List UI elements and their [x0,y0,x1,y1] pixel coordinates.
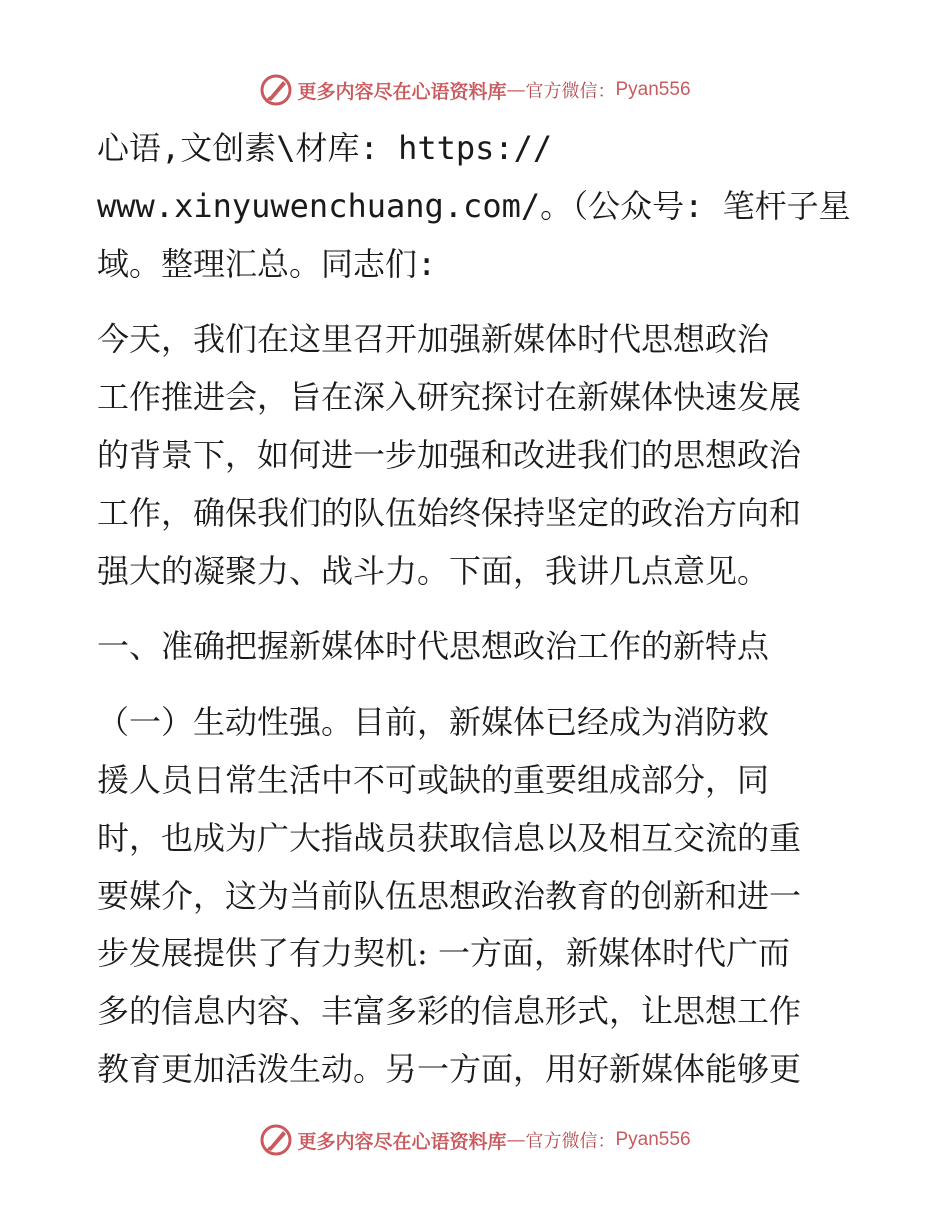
watermark-site-text: 更多内容尽在心语资料库 [297,80,507,103]
watermark-wechat-id: Pyan556 [615,79,691,100]
text-line: 域。整理汇总。同志们: [97,244,437,283]
text-line: 心语,文创素\材库: https:// [97,129,553,167]
text-line: 教育更加活泼生动。另一方面，用好新媒体能够更 [97,1049,802,1088]
watermark-dash: — [506,79,526,101]
quill-logo-icon [259,1123,293,1157]
watermark-site-text: 更多内容尽在心语资料库 [297,1130,507,1153]
opening-paragraph [97,311,857,600]
text-line: 工作推进会，旨在深入研究探讨在新媒体快速发展 [97,378,802,417]
text-line: 的背景下，如何进一步加强和改进我们的思想政治 [97,435,802,474]
subsection-paragraph [97,694,857,1099]
header-watermark [0,72,950,108]
text-line: www.xinyuwenchuang.com/。（公众号: 笔杆子星 [97,186,851,225]
text-line: 援人员日常生活中不可或缺的重要组成部分，同 [97,760,770,799]
text-line: 工作，确保我们的队伍始终保持坚定的政治方向和 [97,493,802,532]
text-line: 强大的凝聚力、战斗力。下面，我讲几点意见。 [97,551,770,590]
text-line: 步发展提供了有力契机: 一方面，新媒体时代广而 [97,934,790,973]
text-line: 多的信息内容、丰富多彩的信息形式，让思想工作 [97,992,802,1031]
document-body [97,120,857,1099]
quill-logo-icon [259,73,293,107]
watermark-wechat-label: 官方微信： [525,81,616,102]
text-line: 时，也成为广大指战员获取信息以及相互交流的重 [97,818,802,857]
text-line: （一）生动性强。目前，新媒体已经成为消防救 [97,703,770,742]
text-line: 今天，我们在这里召开加强新媒体时代思想政治 [97,320,770,359]
text-line: 要媒介，这为当前队伍思想政治教育的创新和进一 [97,876,802,915]
section-heading [97,618,857,676]
watermark-wechat-id: Pyan556 [615,1129,691,1150]
footer-watermark [0,1122,950,1158]
heading-line: 一、准确把握新媒体时代思想政治工作的新特点 [97,627,770,666]
watermark-wechat-label: 官方微信： [525,1131,616,1152]
intro-paragraph [97,120,857,293]
watermark-dash: — [506,1129,526,1151]
